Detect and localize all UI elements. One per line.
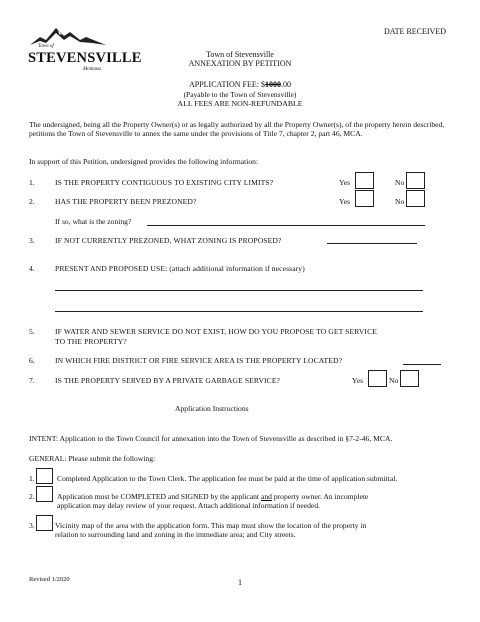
q7-no-label: No — [389, 376, 399, 385]
q7-no-checkbox[interactable] — [400, 370, 419, 387]
q1-text: IS THE PROPERTY CONTIGUOUS TO EXISTING CITY LIMITS? — [55, 178, 274, 187]
revised-date: Revised 1/2020 — [29, 576, 70, 583]
q7-number: 7. — [29, 376, 35, 385]
q1-yes-checkbox[interactable] — [355, 172, 374, 189]
fee-suffix: .00 — [281, 80, 291, 89]
q4-text: PRESENT AND PROPOSED USE: (attach additional information if necessary) — [55, 264, 305, 273]
item2-text-line2: application may delay review of your request. Attach additional information if needed. — [57, 501, 320, 510]
support-text: In support of this Petition, undersigned provides the following information: — [29, 157, 259, 166]
q2-zoning-field[interactable] — [147, 225, 425, 226]
item1-text: Completed Application to the Town Clerk. The application fee must be paid at the time of application submittal. — [57, 474, 398, 483]
general-text: GENERAL: Please submit the following: — [29, 454, 156, 463]
q6-number: 6. — [29, 356, 35, 365]
q2-text: HAS THE PROPERTY BEEN PREZONED? — [55, 197, 197, 206]
q2-no-label: No — [395, 197, 405, 206]
q7-text: IS THE PROPERTY SERVED BY A PRIVATE GARBAGE SERVICE? — [55, 376, 281, 385]
q3-number: 3. — [29, 236, 35, 245]
q3-text: IF NOT CURRENTLY PREZONED, WHAT ZONING IS PROPOSED? — [55, 236, 282, 245]
q1-no-label: No — [395, 178, 405, 187]
q4-use-line-1[interactable] — [55, 290, 423, 291]
town-logo — [28, 24, 142, 74]
fee-struck: 1000 — [265, 80, 281, 89]
q1-number: 1. — [29, 178, 35, 187]
fee-prefix: APPLICATION FEE: $ — [188, 80, 265, 89]
logo-state: Montana — [83, 67, 102, 72]
item3-text-line2: relation to surrounding land and zoning in the immediate area; and City streets. — [55, 530, 296, 539]
title-line1: Town of Stevensville — [206, 50, 274, 59]
q4-use-line-2[interactable] — [55, 311, 423, 312]
logo-name: STEVENSVILLE — [28, 50, 142, 66]
item2-checkbox[interactable] — [36, 486, 53, 502]
item2-and: and — [260, 492, 272, 501]
q6-fire-district-field[interactable] — [403, 364, 441, 365]
non-refundable-note: ALL FEES ARE NON-REFUNDABLE — [177, 99, 303, 108]
item3-checkbox[interactable] — [36, 515, 53, 531]
item1-checkbox[interactable] — [36, 468, 53, 484]
q1-no-checkbox[interactable] — [406, 172, 425, 189]
q2-yes-label: Yes — [339, 197, 351, 206]
item2-number: 2. — [29, 492, 35, 501]
intent-text: INTENT: Application to the Town Council for annexation into the Town of Stevensville as described in §7-2-46, MCA. — [29, 434, 393, 443]
item2-text-part2: property owner. An incomplete — [271, 492, 369, 501]
instructions-heading: Application Instructions — [175, 404, 249, 413]
q5-text-line2: TO THE PROPERTY? — [55, 337, 127, 346]
page-number: 1 — [238, 578, 242, 587]
intro-paragraph: The undersigned, being all the Property Owner(s) or as legally authorized by all the Property Owner(s), of the property herein described, petitions the Town of Stevensville to annex the same under the provisions of Title 7, chapter 2, part 46, MCA. — [29, 120, 445, 139]
fee-note: (Payable to the Town of Stevensville) — [183, 90, 297, 99]
logo-town-of: Town of — [38, 44, 54, 49]
q7-yes-checkbox[interactable] — [368, 370, 387, 387]
item2-text-part1: Application must be COMPLETED and SIGNED by the applicant — [57, 492, 261, 501]
q2-zoning-label: If so, what is the zoning? — [55, 217, 132, 226]
q6-text: IN WHICH FIRE DISTRICT OR FIRE SERVICE AREA IS THE PROPERTY LOCATED? — [55, 356, 343, 365]
item1-number: 1. — [29, 474, 35, 483]
q5-text-line1: IF WATER AND SEWER SERVICE DO NOT EXIST, HOW DO YOU PROPOSE TO GET SERVICE — [55, 327, 377, 336]
q2-no-checkbox[interactable] — [406, 190, 425, 207]
item2-text — [57, 492, 368, 501]
item3-number: 3. — [29, 521, 35, 530]
q4-number: 4. — [29, 264, 35, 273]
q3-zoning-field[interactable] — [327, 243, 417, 244]
q1-yes-label: Yes — [339, 178, 351, 187]
q7-yes-label: Yes — [352, 376, 364, 385]
title-line2: ANNEXATION BY PETITION — [188, 59, 292, 68]
q2-number: 2. — [29, 197, 35, 206]
q2-yes-checkbox[interactable] — [355, 190, 374, 207]
application-fee — [140, 80, 340, 89]
date-received-label: DATE RECEIVED — [384, 27, 446, 36]
item3-text-line1: Vicinity map of the area with the application form. This map must show the location of the property in — [55, 521, 367, 530]
q5-number: 5. — [29, 327, 35, 336]
